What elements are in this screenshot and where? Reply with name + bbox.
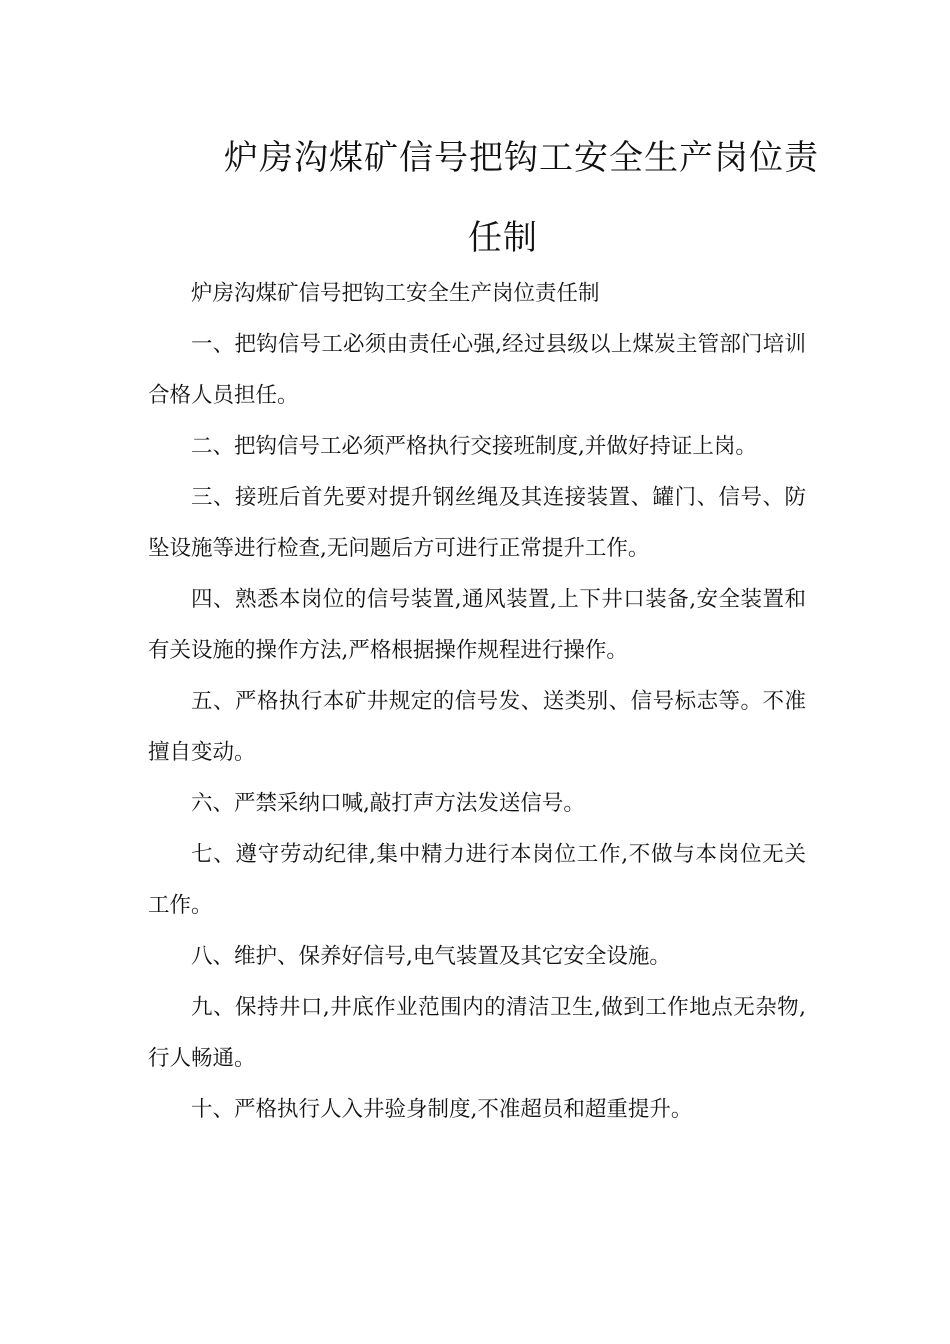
paragraph-6: 六、严禁采纳口喊,敲打声方法发送信号。 [191,791,585,816]
paragraph-9: 九、保持井口,井底作业范围内的清洁卫生,做到工作地点无杂物,行人畅通。 [148,995,806,1071]
paragraph-10: 十、严格执行人入井验身制度,不准超员和超重提升。 [191,1097,693,1122]
paragraph-3: 三、接班后首先要对提升钢丝绳及其连接装置、罐门、信号、防坠设施等进行检查,无问题后方可进行正常提升工作。 [148,485,806,561]
title-line-1: 炉房沟煤矿信号把钩工安全生产岗位责 [224,138,819,178]
paragraph-5: 五、严格执行本矿井规定的信号发、送类别、信号标志等。不准擅自变动。 [148,689,806,765]
subtitle-paragraph: 炉房沟煤矿信号把钩工安全生产岗位责任制 [191,281,600,306]
paragraph-8: 八、维护、保养好信号,电气装置及其它安全设施。 [191,944,671,969]
paragraph-1: 一、把钩信号工必须由责任心强,经过县级以上煤炭主管部门培训合格人员担任。 [148,332,806,408]
document-body [148,268,806,1135]
title-line-2: 任制 [468,218,538,258]
paragraph-7: 七、遵守劳动纪律,集中精力进行本岗位工作,不做与本岗位无关工作。 [148,842,806,918]
document-title [148,118,858,278]
paragraph-4: 四、熟悉本岗位的信号装置,通风装置,上下井口装备,安全装置和有关设施的操作方法,严格根据操作规程进行操作。 [148,587,806,663]
paragraph-2: 二、把钩信号工必须严格执行交接班制度,并做好持证上岗。 [191,434,757,459]
